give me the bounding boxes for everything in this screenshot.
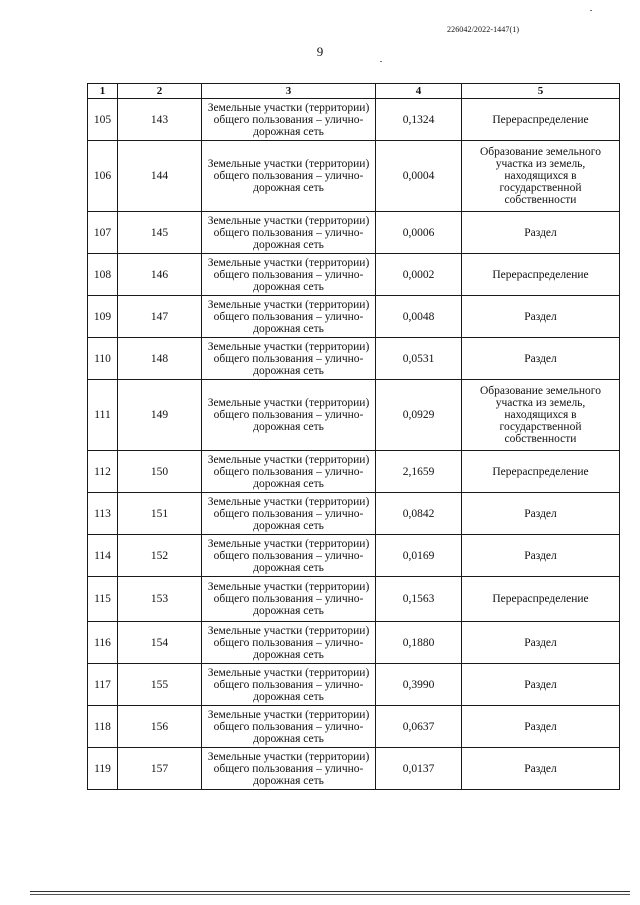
row-number-cell: 107 [88, 212, 118, 254]
area-cell: 0,0842 [376, 493, 462, 535]
table-row [88, 296, 620, 338]
table-row [88, 338, 620, 380]
plot-id-cell: 144 [118, 141, 202, 212]
row-number-cell: 106 [88, 141, 118, 212]
land-type-cell: Земельные участки (территории) общего пользования – улично-дорожная сеть [202, 99, 376, 141]
area-cell: 0,0002 [376, 254, 462, 296]
formation-method-cell: Образование земельного участка из земель, находящихся в государственной собственности [462, 141, 620, 212]
table-row [88, 664, 620, 706]
land-type-cell: Земельные участки (территории) общего пользования – улично-дорожная сеть [202, 535, 376, 577]
row-number-cell: 111 [88, 380, 118, 451]
column-header: 2 [118, 84, 202, 99]
table-row [88, 706, 620, 748]
land-type-cell: Земельные участки (территории) общего пользования – улично-дорожная сеть [202, 451, 376, 493]
area-cell: 0,0169 [376, 535, 462, 577]
table-row [88, 254, 620, 296]
row-number-cell: 114 [88, 535, 118, 577]
area-cell: 0,0929 [376, 380, 462, 451]
row-number-cell: 113 [88, 493, 118, 535]
land-type-cell: Земельные участки (территории) общего пользования – улично-дорожная сеть [202, 748, 376, 790]
land-type-cell: Земельные участки (территории) общего пользования – улично-дорожная сеть [202, 664, 376, 706]
plot-id-cell: 150 [118, 451, 202, 493]
row-number-cell: 118 [88, 706, 118, 748]
table-row [88, 577, 620, 622]
formation-method-cell: Перераспределение [462, 577, 620, 622]
area-cell: 0,1324 [376, 99, 462, 141]
page-number: 9 [316, 44, 324, 59]
column-header: 4 [376, 84, 462, 99]
formation-method-cell: Раздел [462, 493, 620, 535]
plot-id-cell: 152 [118, 535, 202, 577]
plot-id-cell: 149 [118, 380, 202, 451]
area-cell: 0,0004 [376, 141, 462, 212]
page-bottom-rule [30, 891, 630, 892]
formation-method-cell: Перераспределение [462, 99, 620, 141]
formation-method-cell: Раздел [462, 748, 620, 790]
formation-method-cell: Раздел [462, 212, 620, 254]
land-type-cell: Земельные участки (территории) общего пользования – улично-дорожная сеть [202, 338, 376, 380]
table-row [88, 380, 620, 451]
scan-speck [380, 61, 382, 62]
land-type-cell: Земельные участки (территории) общего пользования – улично-дорожная сеть [202, 380, 376, 451]
formation-method-cell: Раздел [462, 338, 620, 380]
land-type-cell: Земельные участки (территории) общего пользования – улично-дорожная сеть [202, 254, 376, 296]
formation-method-cell: Перераспределение [462, 451, 620, 493]
table-row [88, 493, 620, 535]
row-number-cell: 112 [88, 451, 118, 493]
row-number-cell: 115 [88, 577, 118, 622]
area-cell: 0,1563 [376, 577, 462, 622]
plot-id-cell: 155 [118, 664, 202, 706]
table-row [88, 99, 620, 141]
formation-method-cell: Раздел [462, 296, 620, 338]
area-cell: 0,0048 [376, 296, 462, 338]
plot-id-cell: 148 [118, 338, 202, 380]
formation-method-cell: Раздел [462, 535, 620, 577]
area-cell: 0,0531 [376, 338, 462, 380]
table-row [88, 451, 620, 493]
plot-id-cell: 156 [118, 706, 202, 748]
table-row [88, 212, 620, 254]
row-number-cell: 116 [88, 622, 118, 664]
land-type-cell: Земельные участки (территории) общего пользования – улично-дорожная сеть [202, 577, 376, 622]
land-plots-table [87, 83, 620, 790]
plot-id-cell: 151 [118, 493, 202, 535]
column-header: 1 [88, 84, 118, 99]
plot-id-cell: 157 [118, 748, 202, 790]
plot-id-cell: 154 [118, 622, 202, 664]
plot-id-cell: 145 [118, 212, 202, 254]
column-header: 5 [462, 84, 620, 99]
table-row [88, 748, 620, 790]
land-type-cell: Земельные участки (территории) общего пользования – улично-дорожная сеть [202, 622, 376, 664]
table-body [88, 99, 620, 790]
land-type-cell: Земельные участки (территории) общего пользования – улично-дорожная сеть [202, 141, 376, 212]
land-type-cell: Земельные участки (территории) общего пользования – улично-дорожная сеть [202, 493, 376, 535]
scan-speck [590, 10, 592, 11]
row-number-cell: 117 [88, 664, 118, 706]
row-number-cell: 108 [88, 254, 118, 296]
land-type-cell: Земельные участки (территории) общего пользования – улично-дорожная сеть [202, 706, 376, 748]
formation-method-cell: Раздел [462, 622, 620, 664]
table-row [88, 141, 620, 212]
plot-id-cell: 153 [118, 577, 202, 622]
plot-id-cell: 143 [118, 99, 202, 141]
area-cell: 0,1880 [376, 622, 462, 664]
formation-method-cell: Образование земельного участка из земель, находящихся в государственной собственности [462, 380, 620, 451]
table-row [88, 535, 620, 577]
page-bottom-rule [30, 894, 630, 895]
area-cell: 0,3990 [376, 664, 462, 706]
column-header: 3 [202, 84, 376, 99]
area-cell: 0,0637 [376, 706, 462, 748]
row-number-cell: 105 [88, 99, 118, 141]
row-number-cell: 119 [88, 748, 118, 790]
row-number-cell: 109 [88, 296, 118, 338]
table-header-row [88, 84, 620, 99]
area-cell: 0,0006 [376, 212, 462, 254]
formation-method-cell: Раздел [462, 706, 620, 748]
plot-id-cell: 146 [118, 254, 202, 296]
land-type-cell: Земельные участки (территории) общего пользования – улично-дорожная сеть [202, 212, 376, 254]
area-cell: 2,1659 [376, 451, 462, 493]
row-number-cell: 110 [88, 338, 118, 380]
table-row [88, 622, 620, 664]
land-type-cell: Земельные участки (территории) общего пользования – улично-дорожная сеть [202, 296, 376, 338]
area-cell: 0,0137 [376, 748, 462, 790]
formation-method-cell: Перераспределение [462, 254, 620, 296]
document-id: 226042/2022-1447(1) [447, 25, 520, 34]
formation-method-cell: Раздел [462, 664, 620, 706]
plot-id-cell: 147 [118, 296, 202, 338]
